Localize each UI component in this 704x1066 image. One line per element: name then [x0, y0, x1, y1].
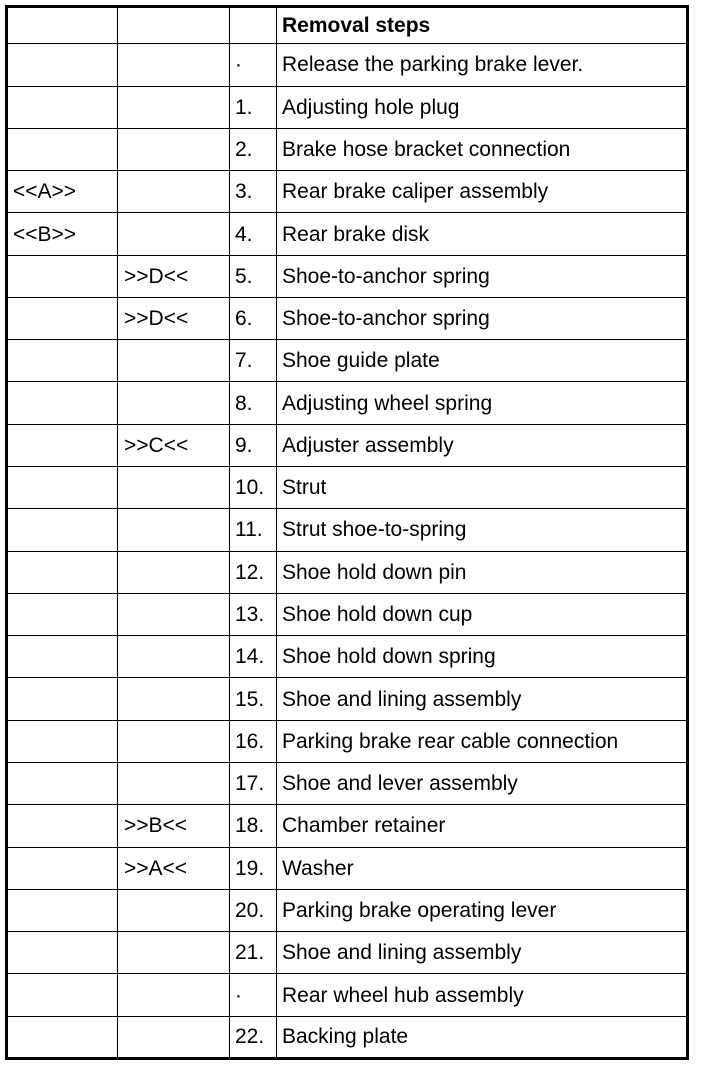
step-number-cell: 3.	[230, 171, 277, 213]
table-row	[7, 847, 688, 889]
step-description-cell: Strut shoe-to-spring	[277, 509, 688, 551]
removal-ref-cell	[118, 509, 230, 551]
table-row	[7, 340, 688, 382]
step-description-cell: Shoe hold down pin	[277, 551, 688, 593]
step-description-cell: Release the parking brake lever.	[277, 44, 688, 86]
step-number-cell: ·	[230, 974, 277, 1016]
step-number-cell: 18.	[230, 805, 277, 847]
removal-ref-cell	[118, 44, 230, 86]
installation-ref-cell	[7, 720, 118, 762]
step-number-cell: 2.	[230, 128, 277, 170]
table-title: Removal steps	[277, 7, 688, 44]
installation-ref-cell: <<A>>	[7, 171, 118, 213]
installation-ref-cell	[7, 509, 118, 551]
removal-ref-cell: >>D<<	[118, 255, 230, 297]
step-number-cell: 9.	[230, 424, 277, 466]
table-row	[7, 86, 688, 128]
step-description-cell: Adjusting wheel spring	[277, 382, 688, 424]
removal-ref-cell	[118, 593, 230, 635]
table-row	[7, 255, 688, 297]
installation-ref-cell	[7, 551, 118, 593]
step-description-cell: Parking brake rear cable connection	[277, 720, 688, 762]
table-row	[7, 593, 688, 635]
installation-ref-cell	[7, 847, 118, 889]
table-row	[7, 424, 688, 466]
table-row	[7, 805, 688, 847]
removal-steps-table	[5, 5, 689, 1060]
installation-ref-cell	[7, 467, 118, 509]
table-row	[7, 382, 688, 424]
header-cell-install-ref	[7, 7, 118, 44]
removal-ref-cell	[118, 171, 230, 213]
step-number-cell: 20.	[230, 889, 277, 931]
step-number-cell: 6.	[230, 297, 277, 339]
table-row	[7, 678, 688, 720]
step-number-cell: 17.	[230, 763, 277, 805]
removal-ref-cell: >>B<<	[118, 805, 230, 847]
installation-ref-cell	[7, 932, 118, 974]
removal-ref-cell	[118, 678, 230, 720]
step-description-cell: Parking brake operating lever	[277, 889, 688, 931]
step-number-cell: 4.	[230, 213, 277, 255]
step-number-cell: 12.	[230, 551, 277, 593]
step-description-cell: Adjuster assembly	[277, 424, 688, 466]
step-number-cell: 16.	[230, 720, 277, 762]
installation-ref-cell	[7, 44, 118, 86]
step-number-cell: 15.	[230, 678, 277, 720]
step-description-cell: Rear brake caliper assembly	[277, 171, 688, 213]
removal-ref-cell: >>C<<	[118, 424, 230, 466]
step-number-cell: 22.	[230, 1016, 277, 1058]
installation-ref-cell	[7, 382, 118, 424]
step-number-cell: ·	[230, 44, 277, 86]
removal-ref-cell	[118, 467, 230, 509]
removal-ref-cell: >>D<<	[118, 297, 230, 339]
installation-ref-cell	[7, 763, 118, 805]
installation-ref-cell	[7, 86, 118, 128]
installation-ref-cell: <<B>>	[7, 213, 118, 255]
table-row	[7, 974, 688, 1016]
step-number-cell: 10.	[230, 467, 277, 509]
step-number-cell: 19.	[230, 847, 277, 889]
removal-ref-cell	[118, 1016, 230, 1058]
header-cell-number	[230, 7, 277, 44]
removal-ref-cell	[118, 213, 230, 255]
table-row	[7, 932, 688, 974]
table-row	[7, 44, 688, 86]
table-row	[7, 720, 688, 762]
removal-ref-cell	[118, 382, 230, 424]
installation-ref-cell	[7, 889, 118, 931]
step-description-cell: Backing plate	[277, 1016, 688, 1058]
table-row	[7, 636, 688, 678]
removal-ref-cell	[118, 763, 230, 805]
step-description-cell: Adjusting hole plug	[277, 86, 688, 128]
step-description-cell: Shoe and lining assembly	[277, 932, 688, 974]
step-description-cell: Shoe and lining assembly	[277, 678, 688, 720]
step-number-cell: 14.	[230, 636, 277, 678]
removal-ref-cell	[118, 636, 230, 678]
removal-ref-cell	[118, 551, 230, 593]
header-cell-remove-ref	[118, 7, 230, 44]
installation-ref-cell	[7, 255, 118, 297]
step-description-cell: Washer	[277, 847, 688, 889]
removal-ref-cell: >>A<<	[118, 847, 230, 889]
step-description-cell: Rear wheel hub assembly	[277, 974, 688, 1016]
step-description-cell: Strut	[277, 467, 688, 509]
table-row	[7, 467, 688, 509]
step-description-cell: Shoe and lever assembly	[277, 763, 688, 805]
step-number-cell: 13.	[230, 593, 277, 635]
table-row	[7, 509, 688, 551]
step-description-cell: Shoe hold down spring	[277, 636, 688, 678]
step-number-cell: 21.	[230, 932, 277, 974]
table-row	[7, 889, 688, 931]
step-description-cell: Rear brake disk	[277, 213, 688, 255]
step-description-cell: Shoe hold down cup	[277, 593, 688, 635]
removal-ref-cell	[118, 932, 230, 974]
step-description-cell: Shoe guide plate	[277, 340, 688, 382]
step-number-cell: 5.	[230, 255, 277, 297]
installation-ref-cell	[7, 974, 118, 1016]
header-row	[7, 7, 688, 44]
table-row	[7, 297, 688, 339]
table-row	[7, 128, 688, 170]
installation-ref-cell	[7, 297, 118, 339]
step-number-cell: 8.	[230, 382, 277, 424]
installation-ref-cell	[7, 128, 118, 170]
table-body	[7, 7, 688, 1059]
table-row	[7, 551, 688, 593]
step-description-cell: Chamber retainer	[277, 805, 688, 847]
removal-ref-cell	[118, 720, 230, 762]
step-number-cell: 7.	[230, 340, 277, 382]
table-row	[7, 1016, 688, 1058]
installation-ref-cell	[7, 340, 118, 382]
removal-ref-cell	[118, 340, 230, 382]
installation-ref-cell	[7, 424, 118, 466]
installation-ref-cell	[7, 593, 118, 635]
installation-ref-cell	[7, 805, 118, 847]
table-row	[7, 171, 688, 213]
removal-ref-cell	[118, 889, 230, 931]
installation-ref-cell	[7, 1016, 118, 1058]
removal-ref-cell	[118, 974, 230, 1016]
step-description-cell: Shoe-to-anchor spring	[277, 297, 688, 339]
step-number-cell: 11.	[230, 509, 277, 551]
removal-ref-cell	[118, 128, 230, 170]
installation-ref-cell	[7, 636, 118, 678]
removal-ref-cell	[118, 86, 230, 128]
step-description-cell: Brake hose bracket connection	[277, 128, 688, 170]
step-number-cell: 1.	[230, 86, 277, 128]
table-row	[7, 763, 688, 805]
step-description-cell: Shoe-to-anchor spring	[277, 255, 688, 297]
table-row	[7, 213, 688, 255]
installation-ref-cell	[7, 678, 118, 720]
